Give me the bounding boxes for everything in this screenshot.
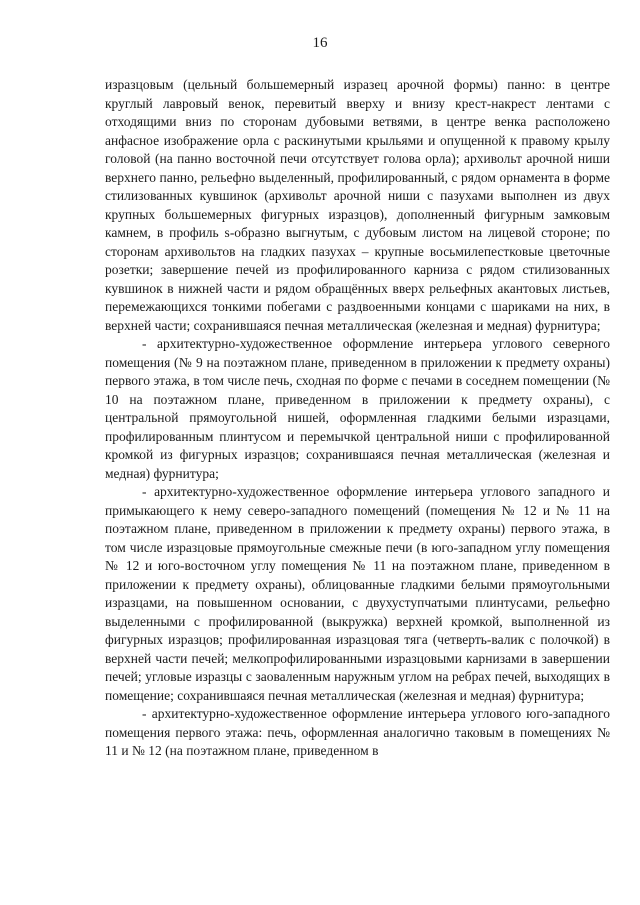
paragraph-west-rooms: - архитектурно-художественное оформление интерьера углового западного и примыкающего к нему северо-западного помещений (помещения № 12 и № 11 на поэтажном плане, приведенном в приложении к предмету охраны) первого этажа, в том числе изразцовые прямоугольные смежные печи (в юго-западном углу помещения № 12 и юго-восточном углу помещения № 11 на поэтажном плане, приведенном в приложении к предмету охраны), облицованные гладкими белыми прямоугольными изразцами, на повышенном основании, с двухуступчатыми плинтусами, рельефно выделенными с профилированной (выкружка) верхней кромкой, выполненной из фигурных изразцов; профилированная изразцовая тяга (четверть-валик с полочкой) в верхней части печей; мелкопрофилированными изразцовыми карнизами в завершении печей; угловые изразцы с заоваленным наружным углом на ребрах печей, выходящих в помещение; сохранившаяся печная металлическая (железная и медная) фурнитура;	[105, 484, 610, 703]
page-number: 16	[312, 35, 328, 51]
paragraph-north-room: - архитектурно-художественное оформление интерьера углового северного помещения (№ 9 на поэтажном плане, приведенном в приложении к предмету охраны) первого этажа, в том числе печь, сходная по форме с печами в соседнем помещении (№ 10 на поэтажном плане, приведенном в приложении к предмету охраны), с центральной прямоугольной нишей, оформленная гладкими белыми изразцами, профилированным плинтусом и перемычкой центральной ниши с профилированной кромкой из фигурных изразцов; сохранившаяся печная металлическая (железная и медная) фурнитура;	[105, 336, 610, 481]
paragraph-continuation: изразцовым (цельный большемерный изразец арочной формы) панно: в центре круглый лавровый венок, перевитый вверху и внизу крест-накрест лентами с отходящими вниз по сторонам дубовыми ветвями, в центре венка расположено анфасное изображение орла с раскинутыми крыльями и опущенной к правому крылу головой (на панно восточной печи отсутствует голова орла); архивольт арочной ниши верхнего панно, рельефно выделенный, профилированный, с рядом орнамента в форме стилизованных кувшинок (архивольт арочной ниши с пазухами выполнен из двух крупных большемерных фигурных изразцов), дополненный фигурным замковым камнем, в профиль s-образно выгнутым, с дубовым листом на лицевой стороне; по сторонам архивольтов на гладких пазухах – крупные восьмилепестковые цветочные розетки; завершение печей из профилированного карниза с рядом стилизованных кувшинок в нижней части и рядом обращённых вверх рельефных акантовых листьев, перемежающихся тонкими побегами с раздвоенными концами с шариками на них, в верхней части; сохранившаяся печная металлическая (железная и медная) фурнитура;	[105, 77, 610, 333]
paragraph-southwest-room: - архитектурно-художественное оформление интерьера углового юго-западного помещения первого этажа: печь, оформленная аналогично таковым в помещениях № 11 и № 12 (на поэтажном плане, приведенном в	[105, 706, 610, 758]
document-body	[105, 76, 610, 761]
